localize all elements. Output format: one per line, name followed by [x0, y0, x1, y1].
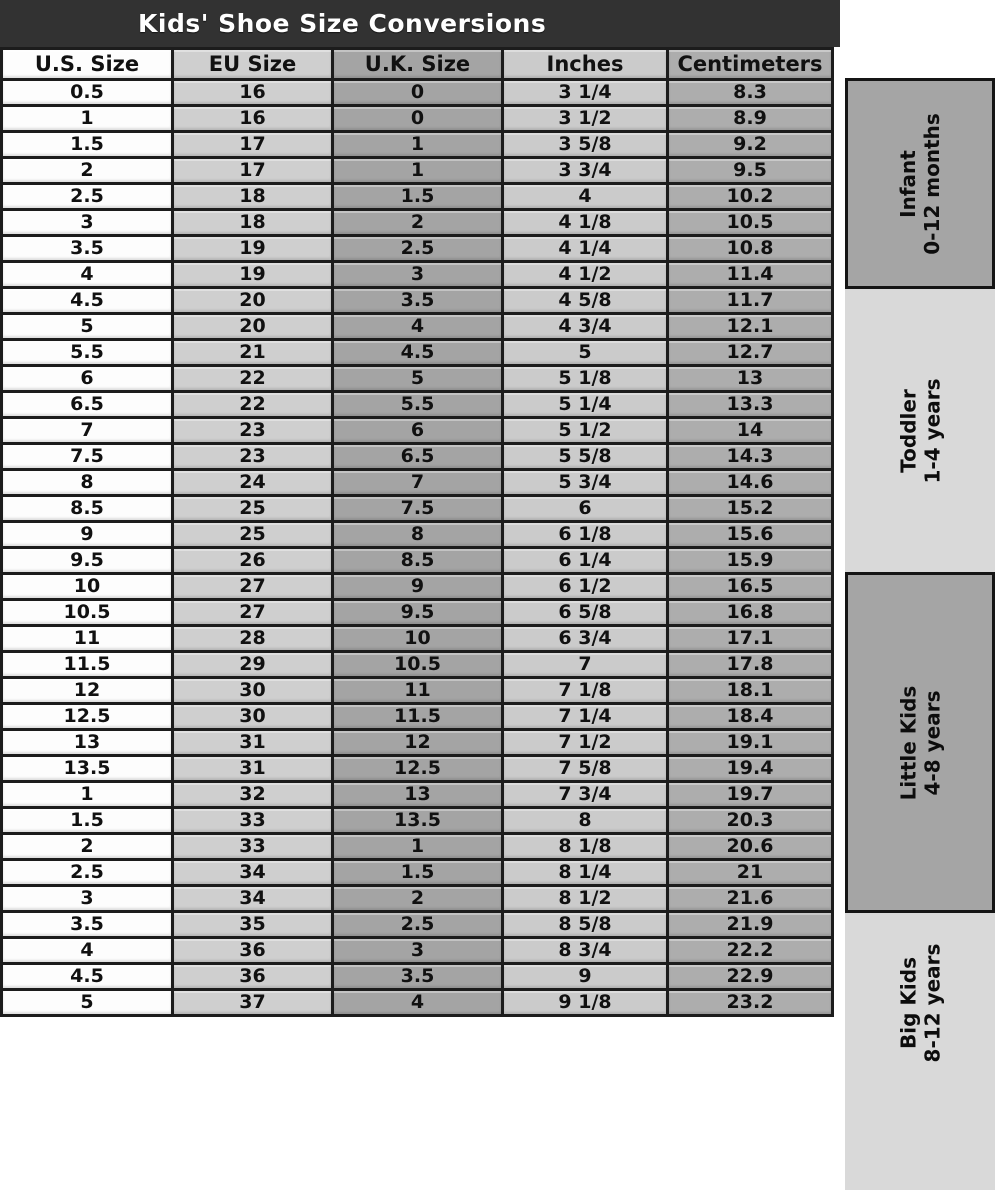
table-cell-row23-us-size: 11.5: [3, 653, 171, 676]
table-cell-row32-inches: 8 1/2: [504, 887, 666, 910]
table-cell-row36-centimeters: 23.2: [669, 991, 831, 1014]
table-cell-row2-eu-size: 16: [174, 107, 331, 130]
table-cell-row34-eu-size: 36: [174, 939, 331, 962]
table-cell-row13-inches: 5 1/4: [504, 393, 666, 416]
table-cell-row12-inches: 5 1/8: [504, 367, 666, 390]
age-group-name: Infant: [895, 149, 920, 218]
table-cell-row30-us-size: 2: [3, 835, 171, 858]
table-cell-row32-us-size: 3: [3, 887, 171, 910]
table-cell-row10-eu-size: 20: [174, 315, 331, 338]
table-cell-row7-us-size: 3.5: [3, 237, 171, 260]
age-group-block-toddler: [845, 286, 995, 575]
table-cell-row16-us-size: 8: [3, 471, 171, 494]
age-group-range: 1-4 years: [920, 378, 944, 483]
table-cell-row1-uk-size: 0: [334, 81, 501, 104]
table-cell-row1-centimeters: 8.3: [669, 81, 831, 104]
table-cell-row23-eu-size: 29: [174, 653, 331, 676]
table-cell-row29-inches: 8: [504, 809, 666, 832]
table-cell-row28-centimeters: 19.7: [669, 783, 831, 806]
table-cell-row27-uk-size: 12.5: [334, 757, 501, 780]
table-cell-row20-inches: 6 1/2: [504, 575, 666, 598]
table-cell-row10-centimeters: 12.1: [669, 315, 831, 338]
table-cell-row30-inches: 8 1/8: [504, 835, 666, 858]
header-cell-inches: Inches: [504, 50, 666, 78]
table-cell-row26-us-size: 13: [3, 731, 171, 754]
table-cell-row24-eu-size: 30: [174, 679, 331, 702]
table-cell-row22-inches: 6 3/4: [504, 627, 666, 650]
table-cell-row16-centimeters: 14.6: [669, 471, 831, 494]
table-cell-row15-centimeters: 14.3: [669, 445, 831, 468]
table-cell-row7-inches: 4 1/4: [504, 237, 666, 260]
table-cell-row16-inches: 5 3/4: [504, 471, 666, 494]
table-cell-row1-us-size: 0.5: [3, 81, 171, 104]
table-cell-row27-eu-size: 31: [174, 757, 331, 780]
table-cell-row29-centimeters: 20.3: [669, 809, 831, 832]
table-cell-row27-inches: 7 5/8: [504, 757, 666, 780]
table-cell-row36-inches: 9 1/8: [504, 991, 666, 1014]
age-group-label: [896, 943, 944, 1062]
table-cell-row11-us-size: 5.5: [3, 341, 171, 364]
table-cell-row34-centimeters: 22.2: [669, 939, 831, 962]
table-cell-row12-uk-size: 5: [334, 367, 501, 390]
table-cell-row18-eu-size: 25: [174, 523, 331, 546]
table-cell-row26-eu-size: 31: [174, 731, 331, 754]
table-cell-row33-eu-size: 35: [174, 913, 331, 936]
table-cell-row34-us-size: 4: [3, 939, 171, 962]
age-group-name: Toddler: [896, 388, 920, 473]
table-cell-row26-centimeters: 19.1: [669, 731, 831, 754]
table-cell-row18-inches: 6 1/8: [504, 523, 666, 546]
table-cell-row12-us-size: 6: [3, 367, 171, 390]
table-cell-row5-inches: 4: [504, 185, 666, 208]
table-cell-row34-uk-size: 3: [334, 939, 501, 962]
table-cell-row35-uk-size: 3.5: [334, 965, 501, 988]
table-cell-row6-eu-size: 18: [174, 211, 331, 234]
table-cell-row16-eu-size: 24: [174, 471, 331, 494]
table-cell-row14-us-size: 7: [3, 419, 171, 442]
table-cell-row3-eu-size: 17: [174, 133, 331, 156]
table-cell-row33-uk-size: 2.5: [334, 913, 501, 936]
title-bar: [0, 0, 840, 47]
age-group-range: 4-8 years: [920, 690, 944, 795]
table-cell-row23-inches: 7: [504, 653, 666, 676]
table-cell-row11-inches: 5: [504, 341, 666, 364]
table-cell-row13-eu-size: 22: [174, 393, 331, 416]
table-cell-row22-centimeters: 17.1: [669, 627, 831, 650]
age-group-range: 0-12 months: [919, 112, 944, 255]
table-cell-row5-us-size: 2.5: [3, 185, 171, 208]
table-cell-row17-centimeters: 15.2: [669, 497, 831, 520]
table-cell-row13-centimeters: 13.3: [669, 393, 831, 416]
table-cell-row14-centimeters: 14: [669, 419, 831, 442]
table-cell-row7-eu-size: 19: [174, 237, 331, 260]
age-group-label-wrap: [845, 286, 995, 575]
table-cell-row20-eu-size: 27: [174, 575, 331, 598]
table-cell-row32-uk-size: 2: [334, 887, 501, 910]
table-cell-row4-uk-size: 1: [334, 159, 501, 182]
table-cell-row19-us-size: 9.5: [3, 549, 171, 572]
table-cell-row21-inches: 6 5/8: [504, 601, 666, 624]
table-cell-row6-inches: 4 1/8: [504, 211, 666, 234]
table-cell-row24-centimeters: 18.1: [669, 679, 831, 702]
table-cell-row3-uk-size: 1: [334, 133, 501, 156]
table-cell-row31-uk-size: 1.5: [334, 861, 501, 884]
table-cell-row24-inches: 7 1/8: [504, 679, 666, 702]
table-cell-row27-us-size: 13.5: [3, 757, 171, 780]
table-cell-row15-eu-size: 23: [174, 445, 331, 468]
table-cell-row10-uk-size: 4: [334, 315, 501, 338]
table-cell-row20-centimeters: 16.5: [669, 575, 831, 598]
table-cell-row2-uk-size: 0: [334, 107, 501, 130]
table-cell-row9-inches: 4 5/8: [504, 289, 666, 312]
table-cell-row29-us-size: 1.5: [3, 809, 171, 832]
table-cell-row15-inches: 5 5/8: [504, 445, 666, 468]
table-cell-row8-us-size: 4: [3, 263, 171, 286]
age-group-range: 8-12 years: [919, 943, 944, 1062]
table-cell-row26-uk-size: 12: [334, 731, 501, 754]
table-cell-row22-us-size: 11: [3, 627, 171, 650]
table-cell-row2-inches: 3 1/2: [504, 107, 666, 130]
table-cell-row32-eu-size: 34: [174, 887, 331, 910]
table-cell-row5-centimeters: 10.2: [669, 185, 831, 208]
table-cell-row26-inches: 7 1/2: [504, 731, 666, 754]
table-cell-row2-centimeters: 8.9: [669, 107, 831, 130]
age-group-block-big-kids: [845, 910, 995, 1190]
table-cell-row5-eu-size: 18: [174, 185, 331, 208]
table-cell-row31-centimeters: 21: [669, 861, 831, 884]
table-cell-row24-us-size: 12: [3, 679, 171, 702]
table-cell-row8-centimeters: 11.4: [669, 263, 831, 286]
table-cell-row30-uk-size: 1: [334, 835, 501, 858]
table-cell-row17-us-size: 8.5: [3, 497, 171, 520]
table-cell-row9-centimeters: 11.7: [669, 289, 831, 312]
table-cell-row6-uk-size: 2: [334, 211, 501, 234]
table-cell-row21-eu-size: 27: [174, 601, 331, 624]
table-cell-row25-us-size: 12.5: [3, 705, 171, 728]
table-cell-row3-centimeters: 9.2: [669, 133, 831, 156]
age-group-block-little-kids: [845, 572, 995, 913]
table-cell-row31-us-size: 2.5: [3, 861, 171, 884]
table-cell-row8-eu-size: 19: [174, 263, 331, 286]
table-cell-row5-uk-size: 1.5: [334, 185, 501, 208]
page-title: Kids' Shoe Size Conversions: [138, 9, 547, 38]
table-cell-row24-uk-size: 11: [334, 679, 501, 702]
table-cell-row12-centimeters: 13: [669, 367, 831, 390]
table-cell-row36-us-size: 5: [3, 991, 171, 1014]
table-cell-row28-eu-size: 32: [174, 783, 331, 806]
table-cell-row18-us-size: 9: [3, 523, 171, 546]
table-cell-row33-us-size: 3.5: [3, 913, 171, 936]
table-cell-row30-centimeters: 20.6: [669, 835, 831, 858]
table-cell-row28-uk-size: 13: [334, 783, 501, 806]
table-cell-row36-uk-size: 4: [334, 991, 501, 1014]
table-cell-row19-uk-size: 8.5: [334, 549, 501, 572]
table-cell-row21-uk-size: 9.5: [334, 601, 501, 624]
table-cell-row11-uk-size: 4.5: [334, 341, 501, 364]
table-cell-row1-inches: 3 1/4: [504, 81, 666, 104]
table-cell-row13-uk-size: 5.5: [334, 393, 501, 416]
table-cell-row4-centimeters: 9.5: [669, 159, 831, 182]
table-cell-row32-centimeters: 21.6: [669, 887, 831, 910]
header-cell-us-size: U.S. Size: [3, 50, 171, 78]
table-cell-row14-eu-size: 23: [174, 419, 331, 442]
age-group-block-infant: [845, 78, 995, 289]
table-cell-row3-us-size: 1.5: [3, 133, 171, 156]
table-cell-row7-uk-size: 2.5: [334, 237, 501, 260]
age-group-label-wrap: [848, 575, 992, 910]
age-group-label-wrap: [848, 81, 992, 286]
table-cell-row23-centimeters: 17.8: [669, 653, 831, 676]
table-cell-row17-uk-size: 7.5: [334, 497, 501, 520]
table-cell-row21-us-size: 10.5: [3, 601, 171, 624]
table-cell-row8-inches: 4 1/2: [504, 263, 666, 286]
table-cell-row20-us-size: 10: [3, 575, 171, 598]
table-cell-row25-eu-size: 30: [174, 705, 331, 728]
table-cell-row20-uk-size: 9: [334, 575, 501, 598]
table-cell-row10-inches: 4 3/4: [504, 315, 666, 338]
table-cell-row7-centimeters: 10.8: [669, 237, 831, 260]
table-cell-row11-eu-size: 21: [174, 341, 331, 364]
table-cell-row34-inches: 8 3/4: [504, 939, 666, 962]
table-cell-row3-inches: 3 5/8: [504, 133, 666, 156]
table-cell-row17-eu-size: 25: [174, 497, 331, 520]
age-group-label: [896, 685, 944, 800]
table-cell-row29-uk-size: 13.5: [334, 809, 501, 832]
table-cell-row9-uk-size: 3.5: [334, 289, 501, 312]
table-cell-row9-us-size: 4.5: [3, 289, 171, 312]
table-cell-row12-eu-size: 22: [174, 367, 331, 390]
table-cell-row28-inches: 7 3/4: [504, 783, 666, 806]
table-cell-row14-uk-size: 6: [334, 419, 501, 442]
table-cell-row19-eu-size: 26: [174, 549, 331, 572]
table-cell-row14-inches: 5 1/2: [504, 419, 666, 442]
table-cell-row10-us-size: 5: [3, 315, 171, 338]
table-cell-row22-eu-size: 28: [174, 627, 331, 650]
header-cell-eu-size: EU Size: [174, 50, 331, 78]
table-cell-row31-eu-size: 34: [174, 861, 331, 884]
table-cell-row35-eu-size: 36: [174, 965, 331, 988]
table-cell-row6-centimeters: 10.5: [669, 211, 831, 234]
size-conversion-table: [0, 47, 834, 1017]
table-cell-row25-centimeters: 18.4: [669, 705, 831, 728]
table-cell-row8-uk-size: 3: [334, 263, 501, 286]
age-group-label: [896, 113, 944, 255]
table-cell-row30-eu-size: 33: [174, 835, 331, 858]
table-cell-row19-inches: 6 1/4: [504, 549, 666, 572]
table-cell-row19-centimeters: 15.9: [669, 549, 831, 572]
table-cell-row35-us-size: 4.5: [3, 965, 171, 988]
table-cell-row18-centimeters: 15.6: [669, 523, 831, 546]
table-cell-row27-centimeters: 19.4: [669, 757, 831, 780]
table-cell-row25-inches: 7 1/4: [504, 705, 666, 728]
age-group-label: [896, 378, 944, 483]
table-cell-row22-uk-size: 10: [334, 627, 501, 650]
table-cell-row2-us-size: 1: [3, 107, 171, 130]
table-cell-row16-uk-size: 7: [334, 471, 501, 494]
table-cell-row33-inches: 8 5/8: [504, 913, 666, 936]
age-group-name: Big Kids: [895, 956, 920, 1049]
table-cell-row15-us-size: 7.5: [3, 445, 171, 468]
table-cell-row28-us-size: 1: [3, 783, 171, 806]
table-cell-row4-inches: 3 3/4: [504, 159, 666, 182]
table-cell-row4-eu-size: 17: [174, 159, 331, 182]
table-cell-row4-us-size: 2: [3, 159, 171, 182]
table-cell-row15-uk-size: 6.5: [334, 445, 501, 468]
table-cell-row9-eu-size: 20: [174, 289, 331, 312]
table-cell-row33-centimeters: 21.9: [669, 913, 831, 936]
header-cell-centimeters: Centimeters: [669, 50, 831, 78]
table-cell-row35-centimeters: 22.9: [669, 965, 831, 988]
table-cell-row29-eu-size: 33: [174, 809, 331, 832]
table-cell-row21-centimeters: 16.8: [669, 601, 831, 624]
table-cell-row11-centimeters: 12.7: [669, 341, 831, 364]
table-cell-row17-inches: 6: [504, 497, 666, 520]
table-cell-row13-us-size: 6.5: [3, 393, 171, 416]
table-cell-row23-uk-size: 10.5: [334, 653, 501, 676]
table-cell-row25-uk-size: 11.5: [334, 705, 501, 728]
table-cell-row31-inches: 8 1/4: [504, 861, 666, 884]
age-group-label-wrap: [845, 910, 995, 1095]
header-cell-uk-size: U.K. Size: [334, 50, 501, 78]
table-cell-row6-us-size: 3: [3, 211, 171, 234]
table-cell-row35-inches: 9: [504, 965, 666, 988]
table-cell-row1-eu-size: 16: [174, 81, 331, 104]
age-group-name: Little Kids: [896, 685, 920, 800]
table-cell-row36-eu-size: 37: [174, 991, 331, 1014]
table-cell-row18-uk-size: 8: [334, 523, 501, 546]
